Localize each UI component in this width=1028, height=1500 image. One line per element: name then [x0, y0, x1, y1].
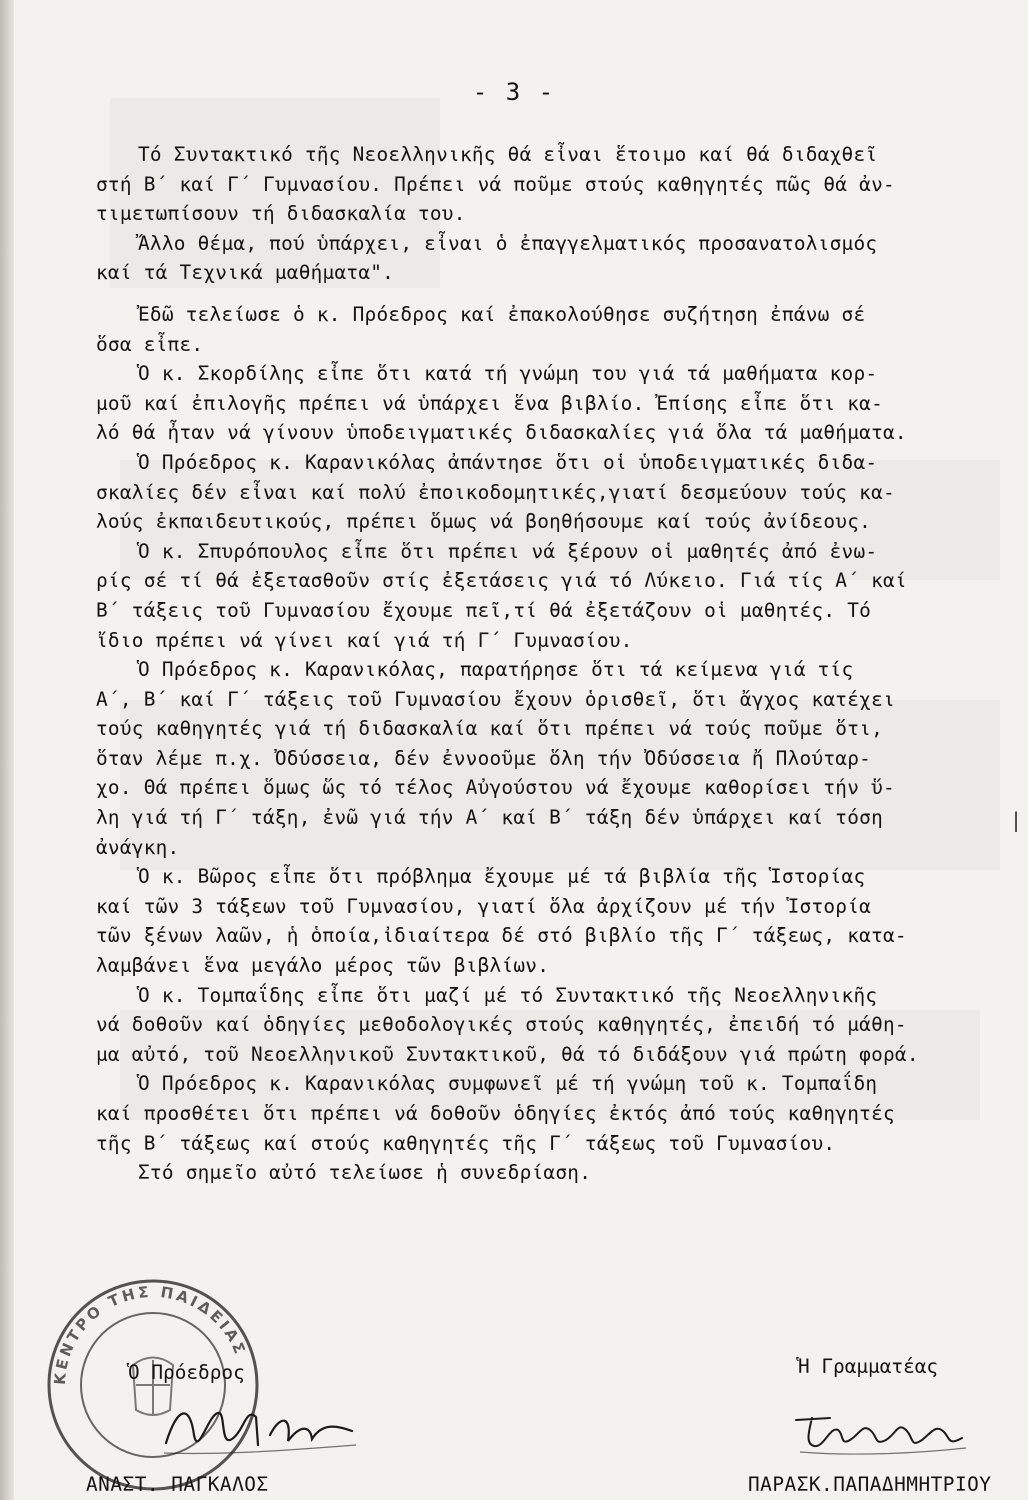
chair-name: ΑΝΑΣΤ. ΠΑΓΚΑΛΟΣ	[86, 1473, 269, 1496]
text-line: Ἄλλο θέμα, πού ὑπάρχει, εἶναι ὁ ἐπαγγελματικός προσανατολισμός	[138, 231, 878, 255]
text-line: λαμβάνει ἕνα μεγάλο μέρος τῶν βιβλίων.	[96, 954, 550, 978]
text-line: ἀνάγκη.	[96, 835, 180, 859]
secretary-label: Ἡ Γραμματέας	[798, 1355, 939, 1378]
text-line: Ἐδῶ τελείωσε ὁ κ. Πρόεδρος καί ἐπακολούθησε συζήτηση ἐπάνω σέ	[138, 302, 866, 326]
minutes-body	[96, 140, 1028, 1188]
page-binding-edge	[0, 0, 14, 1500]
text-line: Α΄, Β΄ καί Γ΄ τάξεις τοῦ Γυμνασίου ἔχουν ὁρισθεῖ, ὅτι ἄγχος κατέχει	[96, 687, 895, 711]
text-line: Ὁ Πρόεδρος κ. Καρανικόλας συμφωνεῖ μέ τή γνώμη τοῦ κ. Τομπαΐδη	[138, 1072, 878, 1096]
text-line: μοῦ καί ἐπιλογῆς πρέπει νά ὑπάρχει ἕνα βιβλίο. Ἐπίσης εἶπε ὅτι κα-	[96, 391, 883, 415]
text-line: λό θά ἦταν νά γίνουν ὑποδειγματικές διδασκαλίες γιά ὅλα τά μαθήματα.	[96, 421, 907, 445]
text-line: στή Β΄ καί Γ΄ Γυμνασίου. Πρέπει νά ποῦμε στούς καθηγητές πῶς θά ἀν-	[96, 172, 895, 196]
text-line: ὅσα εἶπε.	[96, 332, 204, 356]
text-line: χο. Θά πρέπει ὅμως ὥς τό τέλος Αὐγούστου νά ἔχουμε καθορίσει τήν ὕ-	[96, 776, 895, 800]
text-line: καί τῶν 3 τάξεων τοῦ Γυμνασίου, γιατί ὅλα ἀρχίζουν μέ τήν Ἱστορία	[96, 894, 872, 918]
text-line: τῆς Β΄ τάξεως καί στούς καθηγητές τῆς Γ΄ τάξεως τοῦ Γυμνασίου.	[96, 1131, 836, 1155]
page-number: - 3 -	[472, 78, 556, 106]
chair-signature	[160, 1395, 360, 1465]
text-line: καί προσθέτει ὅτι πρέπει νά δοθοῦν ὁδηγίες ἐκτός ἀπό τούς καθηγητές	[96, 1102, 895, 1125]
chair-label: Ὁ Πρόεδρος	[128, 1361, 245, 1384]
text-line: μα αὐτό, τοῦ Νεοελληνικοῦ Συντακτικοῦ, θά τό διδάξουν γιά πρώτη φορά.	[96, 1042, 919, 1066]
text-line: ἴδιο πρέπει νά γίνει καί γιά τή Γ΄ Γυμνασίου.	[96, 628, 633, 652]
text-line: λούς ἐκπαιδευτικούς, πρέπει ὅμως νά βοηθήσουμε καί τούς ἀνίδεους.	[96, 510, 872, 534]
text-line: νά δοθοῦν καί ὁδηγίες μεθοδολογικές στούς καθηγητές, ἐπειδή τό μάθη-	[96, 1013, 907, 1037]
text-line: καί τά Τεχνικά μαθήματα".	[96, 261, 395, 285]
text-line: Ὁ κ. Βῶρος εἶπε ὅτι πρόβλημα ἔχουμε μέ τά βιβλία τῆς Ἱστορίας	[138, 865, 866, 889]
margin-mark: |	[1010, 808, 1023, 832]
secretary-name: ΠΑΡΑΣΚ.ΠΑΠΑΔΗΜΗΤΡΙΟΥ	[748, 1473, 992, 1496]
text-line: λη γιά τή Γ΄ τάξη, ἐνῶ γιά τήν Α΄ καί Β΄ τάξη δέν ὑπάρχει καί τόση	[96, 806, 883, 830]
text-line: Ὁ κ. Τομπαΐδης εἶπε ὅτι μαζί μέ τό Συντακτικό τῆς Νεοελληνικῆς	[138, 983, 878, 1007]
text-line: Τό Συντακτικό τῆς Νεοελληνικῆς θά εἶναι ἕτοιμο καί θά διδαχθεῖ	[138, 143, 878, 166]
text-line: Ὁ Πρόεδρος κ. Καρανικόλας, παρατήρησε ὅτι τά κείμενα γιά τίς	[138, 658, 854, 682]
seal-text: ΚΕΝΤΡΟ ΤΗΣ ΠΑΙΔΕΙΑΣ	[50, 1282, 250, 1386]
text-line: Ὁ κ. Σκορδίλης εἶπε ὅτι κατά τή γνώμη του γιά τά μαθήματα κορ-	[138, 362, 878, 386]
secretary-signature	[790, 1400, 970, 1460]
text-line: Ὁ Πρόεδρος κ. Καρανικόλας ἀπάντησε ὅτι οἱ ὑποδειγματικές διδα-	[138, 450, 878, 474]
text-line: Β΄ τάξεις τοῦ Γυμνασίου ἔχουμε πεῖ,τί θά ἐξετάζουν οἱ μαθητές. Τό	[96, 598, 872, 622]
text-line: τῶν ξένων λαῶν, ἡ ὁποία,ἰδιαίτερα δέ στό βιβλίο τῆς Γ΄ τάξεως, κατα-	[96, 924, 907, 948]
text-line: ρίς σέ τί θά ἐξετασθοῦν στίς ἐξετάσεις γιά τό Λύκειο. Γιά τίς Α΄ καί	[96, 569, 907, 593]
text-line: τιμετωπίσουν τή διδασκαλία του.	[96, 202, 466, 226]
text-line: Ὁ κ. Σπυρόπουλος εἶπε ὅτι πρέπει νά ξέρουν οἱ μαθητές ἀπό ἐνω-	[138, 539, 878, 563]
text-line: τούς καθηγητές γιά τή διδασκαλία καί ὅτι πρέπει νά τούς ποῦμε ὅτι,	[96, 717, 883, 741]
text-line: Στό σημεῖο αὐτό τελείωσε ἡ συνεδρίαση.	[138, 1161, 592, 1185]
text-line: σκαλίες δέν εἶναι καί πολύ ἐποικοδομητικές,γιατί δεσμεύουν τούς κα-	[96, 480, 895, 504]
text-line: ὅταν λέμε π.χ. Ὀδύσσεια, δέν ἐννοοῦμε ὅλη τήν Ὀδύσσεια ἤ Πλούταρ-	[96, 746, 872, 770]
